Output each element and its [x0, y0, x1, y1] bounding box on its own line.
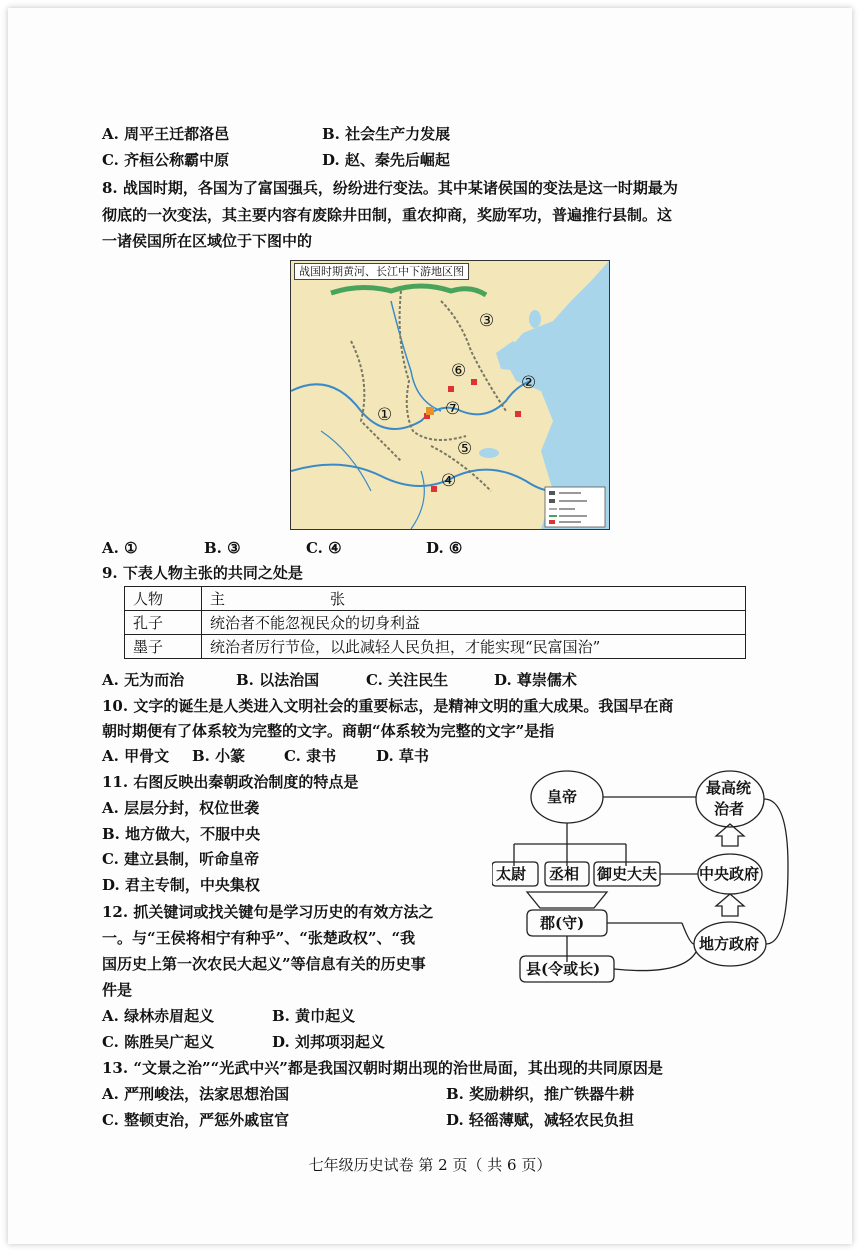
q8-option-b: B. ③: [204, 539, 241, 557]
local-gov-node: 地方政府: [699, 935, 760, 953]
q11-stem: 11. 右图反映出秦朝政治制度的特点是: [102, 773, 359, 791]
table-header-cell: 人物: [125, 587, 202, 611]
q12-option-a: A. 绿林赤眉起义: [102, 1007, 215, 1025]
table-header-row: [125, 587, 746, 611]
q7-option-b: B. 社会生产力发展: [322, 125, 451, 143]
q13-option-b: B. 奖励耕织，推广铁器牛耕: [446, 1085, 635, 1103]
q10-option-c: C. 隶书: [284, 747, 337, 765]
q7-option-a: A. 周平王迁都洛邑: [102, 125, 230, 143]
q10-option-a: A. 甲骨文: [102, 747, 170, 765]
table-row: [125, 611, 746, 635]
q9-option-c: C. 关注民生: [366, 671, 449, 689]
map-marker-4: ④: [441, 471, 457, 491]
jun-node: 郡(守): [540, 914, 585, 932]
emperor-node: 皇帝: [547, 788, 578, 806]
q8-stem-line2: 彻底的一次变法，其主要内容有废除井田制，重农抑商，奖励军功，普遍推行县制。这: [102, 206, 673, 224]
q8-option-d: D. ⑥: [426, 539, 463, 557]
q7-option-d: D. 赵、秦先后崛起: [322, 151, 450, 169]
q10-stem-line1: 10. 文字的诞生是人类进入文明社会的重要标志，是精神文明的重大成果。我国早在商: [102, 697, 674, 715]
map-marker-1: ①: [377, 405, 393, 425]
q8-stem-line3: 一诸侯国所在区域位于下图中的: [102, 232, 313, 250]
q11-option-a: A. 层层分封，权位世袭: [102, 799, 260, 817]
q12-stem-line4: 件是: [102, 981, 133, 999]
taiwei-node: 太尉: [496, 865, 527, 883]
q10-option-b: B. 小篆: [192, 747, 246, 765]
q13-stem: 13. “文景之治”“光武中兴”都是我国汉朝时期出现的治世局面，其出现的共同原因是: [102, 1059, 663, 1077]
q8-stem-line1: 8. 战国时期，各国为了富国强兵，纷纷进行变法。其中某诸侯国的变法是这一时期最为: [102, 179, 678, 197]
map-marker-6: ⑥: [451, 361, 467, 381]
q11-option-d: D. 君主专制，中央集权: [102, 876, 260, 894]
q9-option-d: D. 尊崇儒术: [494, 671, 577, 689]
top-ruler-node-line2: 治者: [714, 800, 745, 818]
q12-option-d: D. 刘邦项羽起义: [272, 1033, 385, 1051]
q7-option-c: C. 齐桓公称霸中原: [102, 151, 230, 169]
table-cell: 统治者不能忽视民众的切身利益: [202, 611, 746, 635]
q13-option-c: C. 整顿吏治，严惩外戚宦官: [102, 1111, 290, 1129]
q10-option-d: D. 草书: [376, 747, 429, 765]
central-gov-node: 中央政府: [699, 865, 760, 883]
q9-stem: 9. 下表人物主张的共同之处是: [102, 564, 303, 582]
table-row: [125, 635, 746, 659]
map-marker-7: ⑦: [445, 399, 461, 419]
q12-option-c: C. 陈胜吴广起义: [102, 1033, 215, 1051]
q13-option-d: D. 轻徭薄赋，减轻农民负担: [446, 1111, 634, 1129]
q11-option-b: B. 地方做大，不服中央: [102, 825, 261, 843]
q9-option-b: B. 以法治国: [236, 671, 320, 689]
q8-option-c: C. ④: [306, 539, 342, 557]
q12-option-b: B. 黄巾起义: [272, 1007, 356, 1025]
q8-option-a: A. ①: [102, 539, 138, 557]
q13-option-a: A. 严刑峻法，法家思想治国: [102, 1085, 290, 1103]
map-title: 战国时期黄河、长江中下游地区图: [294, 263, 469, 280]
q10-stem-line2: 朝时期便有了体系较为完整的文字。商朝“体系较为完整的文字”是指: [102, 722, 555, 740]
map-marker-5: ⑤: [457, 439, 473, 459]
table-cell: 孔子: [125, 611, 202, 635]
top-ruler-node-line1: 最高统: [706, 779, 752, 797]
q12-stem-line1: 12. 抓关键词或找关键句是学习历史的有效方法之: [102, 903, 434, 921]
xian-node: 县(令或长): [526, 960, 601, 978]
q12-stem-line3: 国历史上第一次农民大起义”等信息有关的历史事: [102, 955, 426, 973]
qin-political-system-diagram: [492, 766, 792, 992]
map-marker-2: ②: [521, 373, 537, 393]
table-cell: 墨子: [125, 635, 202, 659]
yushi-node: 御史大夫: [597, 865, 658, 883]
q9-table: [124, 586, 746, 659]
warring-states-map: [290, 260, 610, 530]
map-marker-3: ③: [479, 311, 495, 331]
q12-stem-line2: 一。与“王侯将相宁有种乎”、“张楚政权”、“我: [102, 929, 416, 947]
table-cell: 统治者厉行节俭，以此减轻人民负担，才能实现“民富国治”: [202, 635, 746, 659]
page-footer: 七年级历史试卷 第 2 页（ 共 6 页）: [308, 1156, 552, 1174]
chengxiang-node: 丞相: [549, 865, 580, 883]
q9-option-a: A. 无为而治: [102, 671, 185, 689]
q11-option-c: C. 建立县制，听命皇帝: [102, 850, 260, 868]
table-header-cell: 主 张: [202, 587, 746, 611]
